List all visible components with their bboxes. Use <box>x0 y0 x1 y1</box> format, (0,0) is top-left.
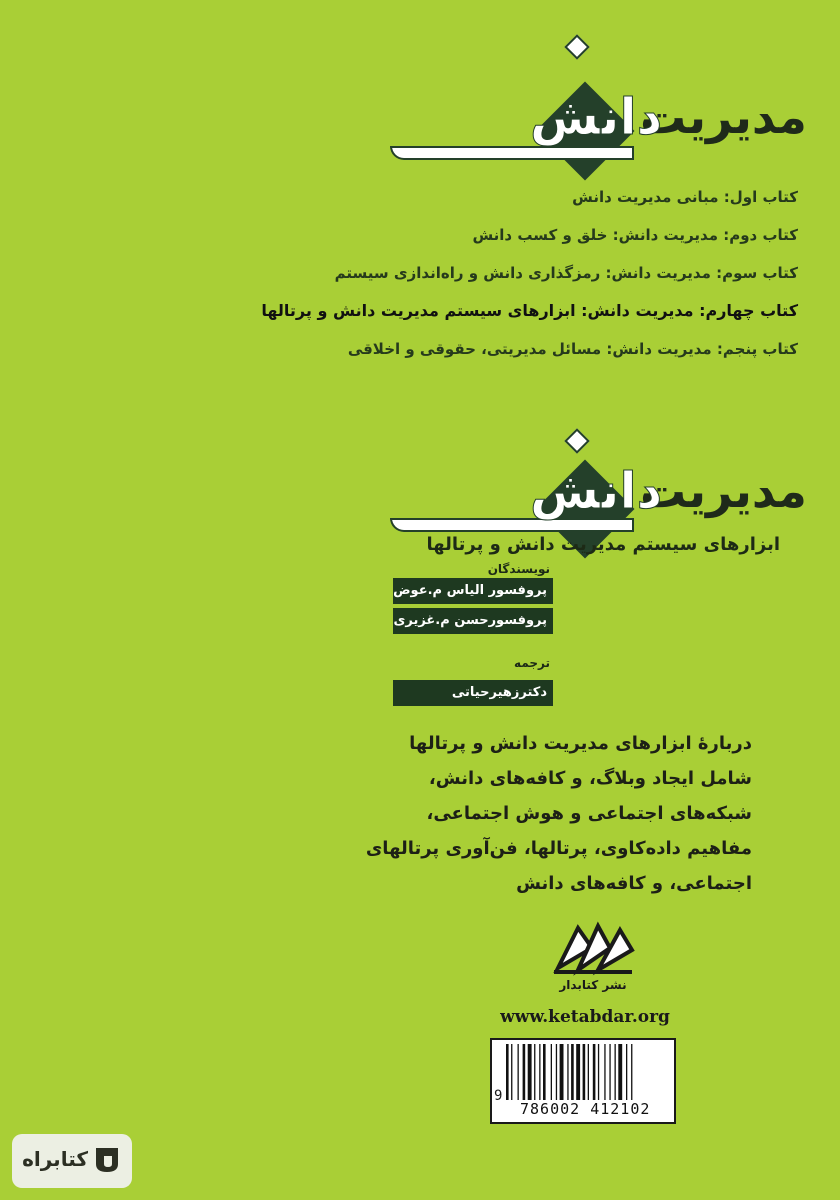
barcode-bars <box>506 1044 672 1100</box>
logo-word-danesh: دانش <box>530 462 663 520</box>
logo-flag-icon <box>564 428 589 453</box>
logo-word-modiriat: مدیریت <box>640 464 807 518</box>
series-item: کتاب پنجم: مدیریت دانش: مسائل مدیریتی، حقوقی و اخلاقی <box>347 340 798 358</box>
series-item: کتاب سوم: مدیریت دانش: رمزگذاری دانش و راه‌اندازی سیستم <box>334 264 798 282</box>
logo-word-danesh: دانش <box>530 88 663 146</box>
publisher-name: نشر کتابدار <box>559 978 627 992</box>
description-line: مفاهیم داده‌کاوی، پرتالها، فن‌آوری پرتالهای <box>365 838 752 859</box>
book-series-list <box>261 178 798 368</box>
series-item: کتاب دوم: مدیریت دانش: خلق و کسب دانش <box>472 226 798 244</box>
isbn-lead-digit: 9 <box>494 1088 503 1104</box>
translator-label: ترجمه <box>514 656 550 670</box>
watermark-text: کتابراه <box>22 1147 88 1171</box>
book-description <box>365 726 752 901</box>
ketabrah-watermark <box>12 1134 132 1188</box>
author-name: پروفسورحسن م.غزیری <box>393 608 553 634</box>
ketabrah-logo-icon <box>92 1144 122 1176</box>
series-item: کتاب اول: مبانی مدیریت دانش <box>572 188 798 206</box>
book-subtitle: ابزارهای سیستم مدیریت دانش و پرتالها <box>426 534 780 555</box>
logo-flag-icon <box>564 34 589 59</box>
logo-word-modiriat: مدیریت <box>640 90 807 144</box>
publisher-url[interactable]: www.ketabdar.org <box>500 1007 670 1027</box>
series-logo <box>390 30 807 170</box>
isbn-barcode <box>490 1038 676 1124</box>
publisher-logo <box>548 918 638 998</box>
translator-name: دکترزهیرحیاتی <box>393 680 553 706</box>
description-line: شبکه‌های اجتماعی و هوش اجتماعی، <box>426 803 752 824</box>
description-line: اجتماعی، و کافه‌های دانش <box>516 873 752 894</box>
logo-swoosh <box>390 518 634 532</box>
author-name: پروفسور الیاس م.عوض <box>393 578 553 604</box>
series-item-current: کتاب چهارم: مدیریت دانش: ابزارهای سیستم مدیریت دانش و پرتالها <box>261 301 798 320</box>
logo-swoosh <box>390 146 634 160</box>
isbn-digits: 786002 412102 <box>520 1100 651 1118</box>
description-line: شامل ایجاد وبلاگ، و کافه‌های دانش، <box>428 768 752 789</box>
authors-label: نویسندگان <box>487 562 550 576</box>
description-line: دربارۀ ابزارهای مدیریت دانش و پرتالها <box>409 733 752 754</box>
publisher-book-icon <box>548 918 638 978</box>
isbn-number <box>520 1100 670 1118</box>
